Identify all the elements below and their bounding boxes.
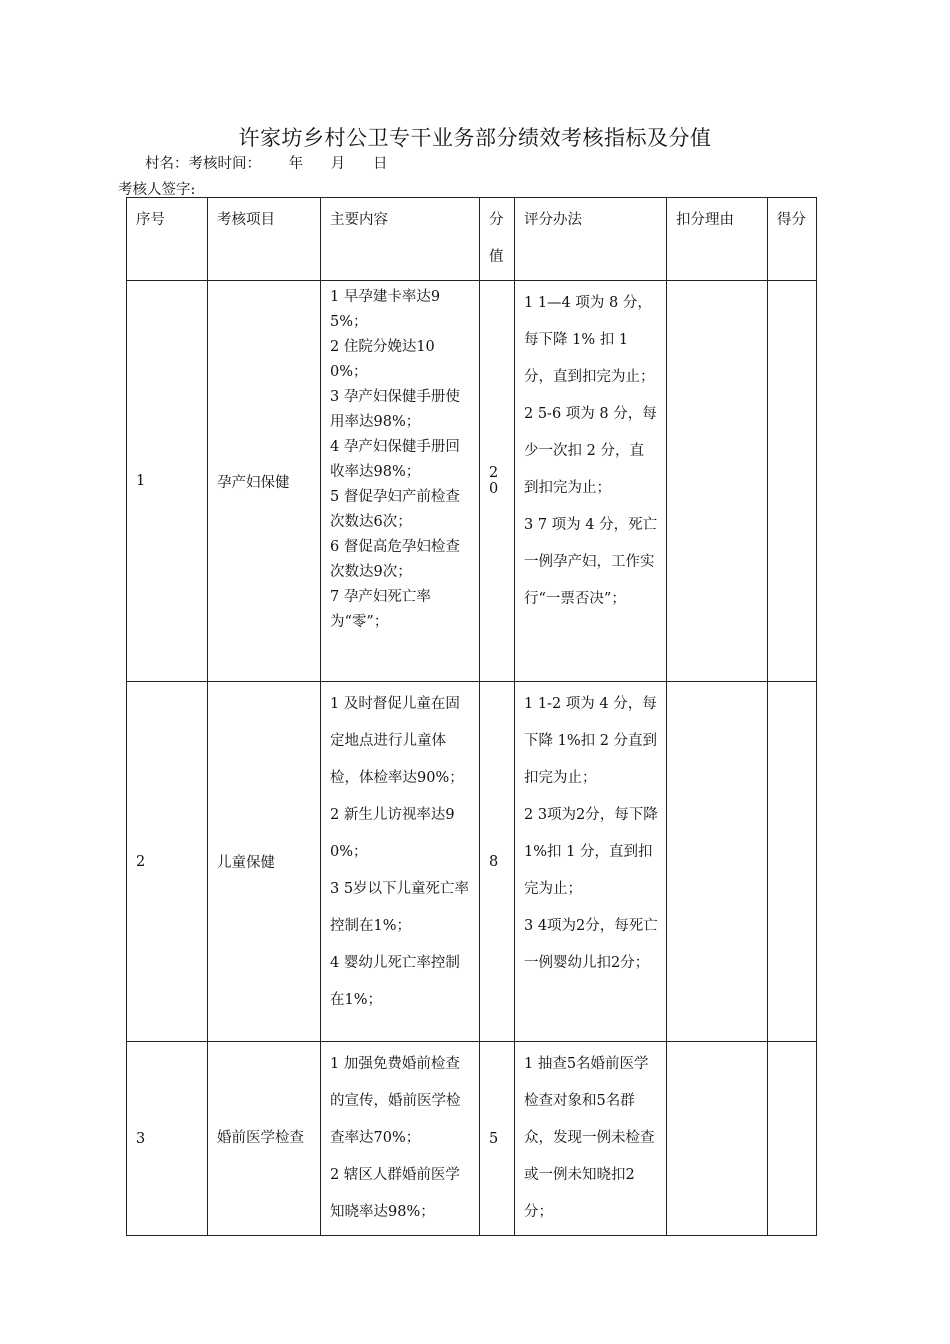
content-line: 2 新生儿访视率达90%； [330, 807, 455, 860]
row-reason [667, 682, 768, 1042]
row-method [515, 682, 667, 1042]
row-content [321, 682, 480, 1042]
row-seq: 2 [127, 682, 208, 1042]
method-line: 2 3项为2分，每下降 1%扣 1 分，直到扣完为止； [524, 807, 658, 897]
row-item: 婚前医学检查 [208, 1042, 321, 1236]
row-content [321, 1042, 480, 1236]
content-line: 4 孕产妇保健手册回收率达98%； [330, 439, 460, 480]
table-row [127, 1042, 817, 1236]
content-line: 4 婴幼儿死亡率控制在1%； [330, 955, 460, 1008]
content-line: 3 孕产妇保健手册使用率达98%； [330, 389, 460, 430]
row-seq: 1 [127, 281, 208, 682]
header-item: 考核项目 [208, 198, 321, 281]
row-reason [667, 281, 768, 682]
header-content: 主要内容 [321, 198, 480, 281]
content-line: 1 及时督促儿童在固定地点进行儿童体检，体检率达90%； [330, 696, 464, 786]
method-line: 2 5-6 项为 8 分，每少一次扣 2 分，直到扣完为止； [524, 406, 657, 496]
row-seq: 3 [127, 1042, 208, 1236]
assessment-table [126, 197, 817, 1236]
row-item: 孕产妇保健 [208, 281, 321, 682]
header-score: 分值 [480, 198, 515, 281]
assessor-signature-line: 考核人签字: [118, 182, 196, 198]
content-line: 3 5岁以下儿童死亡率控制在1%； [330, 881, 470, 934]
row-reason [667, 1042, 768, 1236]
header-reason: 扣分理由 [667, 198, 768, 281]
row-method [515, 1042, 667, 1236]
row-score: 20 [480, 281, 515, 682]
row-content [321, 281, 480, 682]
table-row [127, 281, 817, 682]
header-method: 评分办法 [515, 198, 667, 281]
content-line: 7 孕产妇死亡率为“零”； [330, 589, 431, 630]
table-header-row [127, 198, 817, 281]
row-got [768, 682, 817, 1042]
row-score: 5 [480, 1042, 515, 1236]
content-line: 1 加强免费婚前检查的宣传，婚前医学检查率达70%； [330, 1056, 461, 1146]
row-got [768, 281, 817, 682]
content-line: 2 辖区人群婚前医学知晓率达98%； [330, 1167, 460, 1220]
row-score: 8 [480, 682, 515, 1042]
table-row [127, 682, 817, 1042]
content-line: 2 住院分娩达100%； [330, 339, 435, 380]
header-got: 得分 [768, 198, 817, 281]
content-line: 5 督促孕妇产前检查次数达6次； [330, 489, 460, 530]
method-line: 1 抽查5名婚前医学检查对象和5名群众，发现一例未检查或一例未知晓扣2分； [524, 1056, 655, 1220]
content-line: 6 督促高危孕妇检查次数达9次； [330, 539, 460, 580]
header-seq: 序号 [127, 198, 208, 281]
method-line: 3 4项为2分，每死亡一例婴幼儿扣2分； [524, 918, 658, 971]
method-line: 1 1-2 项为 4 分，每下降 1%扣 2 分直到扣完为止； [524, 696, 658, 786]
method-line: 1 1—4 项为 8 分，每下降 1% 扣 1 分，直到扣完为止； [524, 295, 655, 385]
method-line: 3 7 项为 4 分，死亡一例孕产妇，工作实行“一票否决”； [524, 517, 658, 607]
row-method [515, 281, 667, 682]
document-title: 许家坊乡村公卫专干业务部分绩效考核指标及分值 [238, 126, 712, 150]
row-item: 儿童保健 [208, 682, 321, 1042]
village-and-date-line: 村名：考核时间： 年 月 日 [145, 156, 388, 172]
content-line: 1 早孕建卡率达95%； [330, 289, 441, 330]
row-got [768, 1042, 817, 1236]
